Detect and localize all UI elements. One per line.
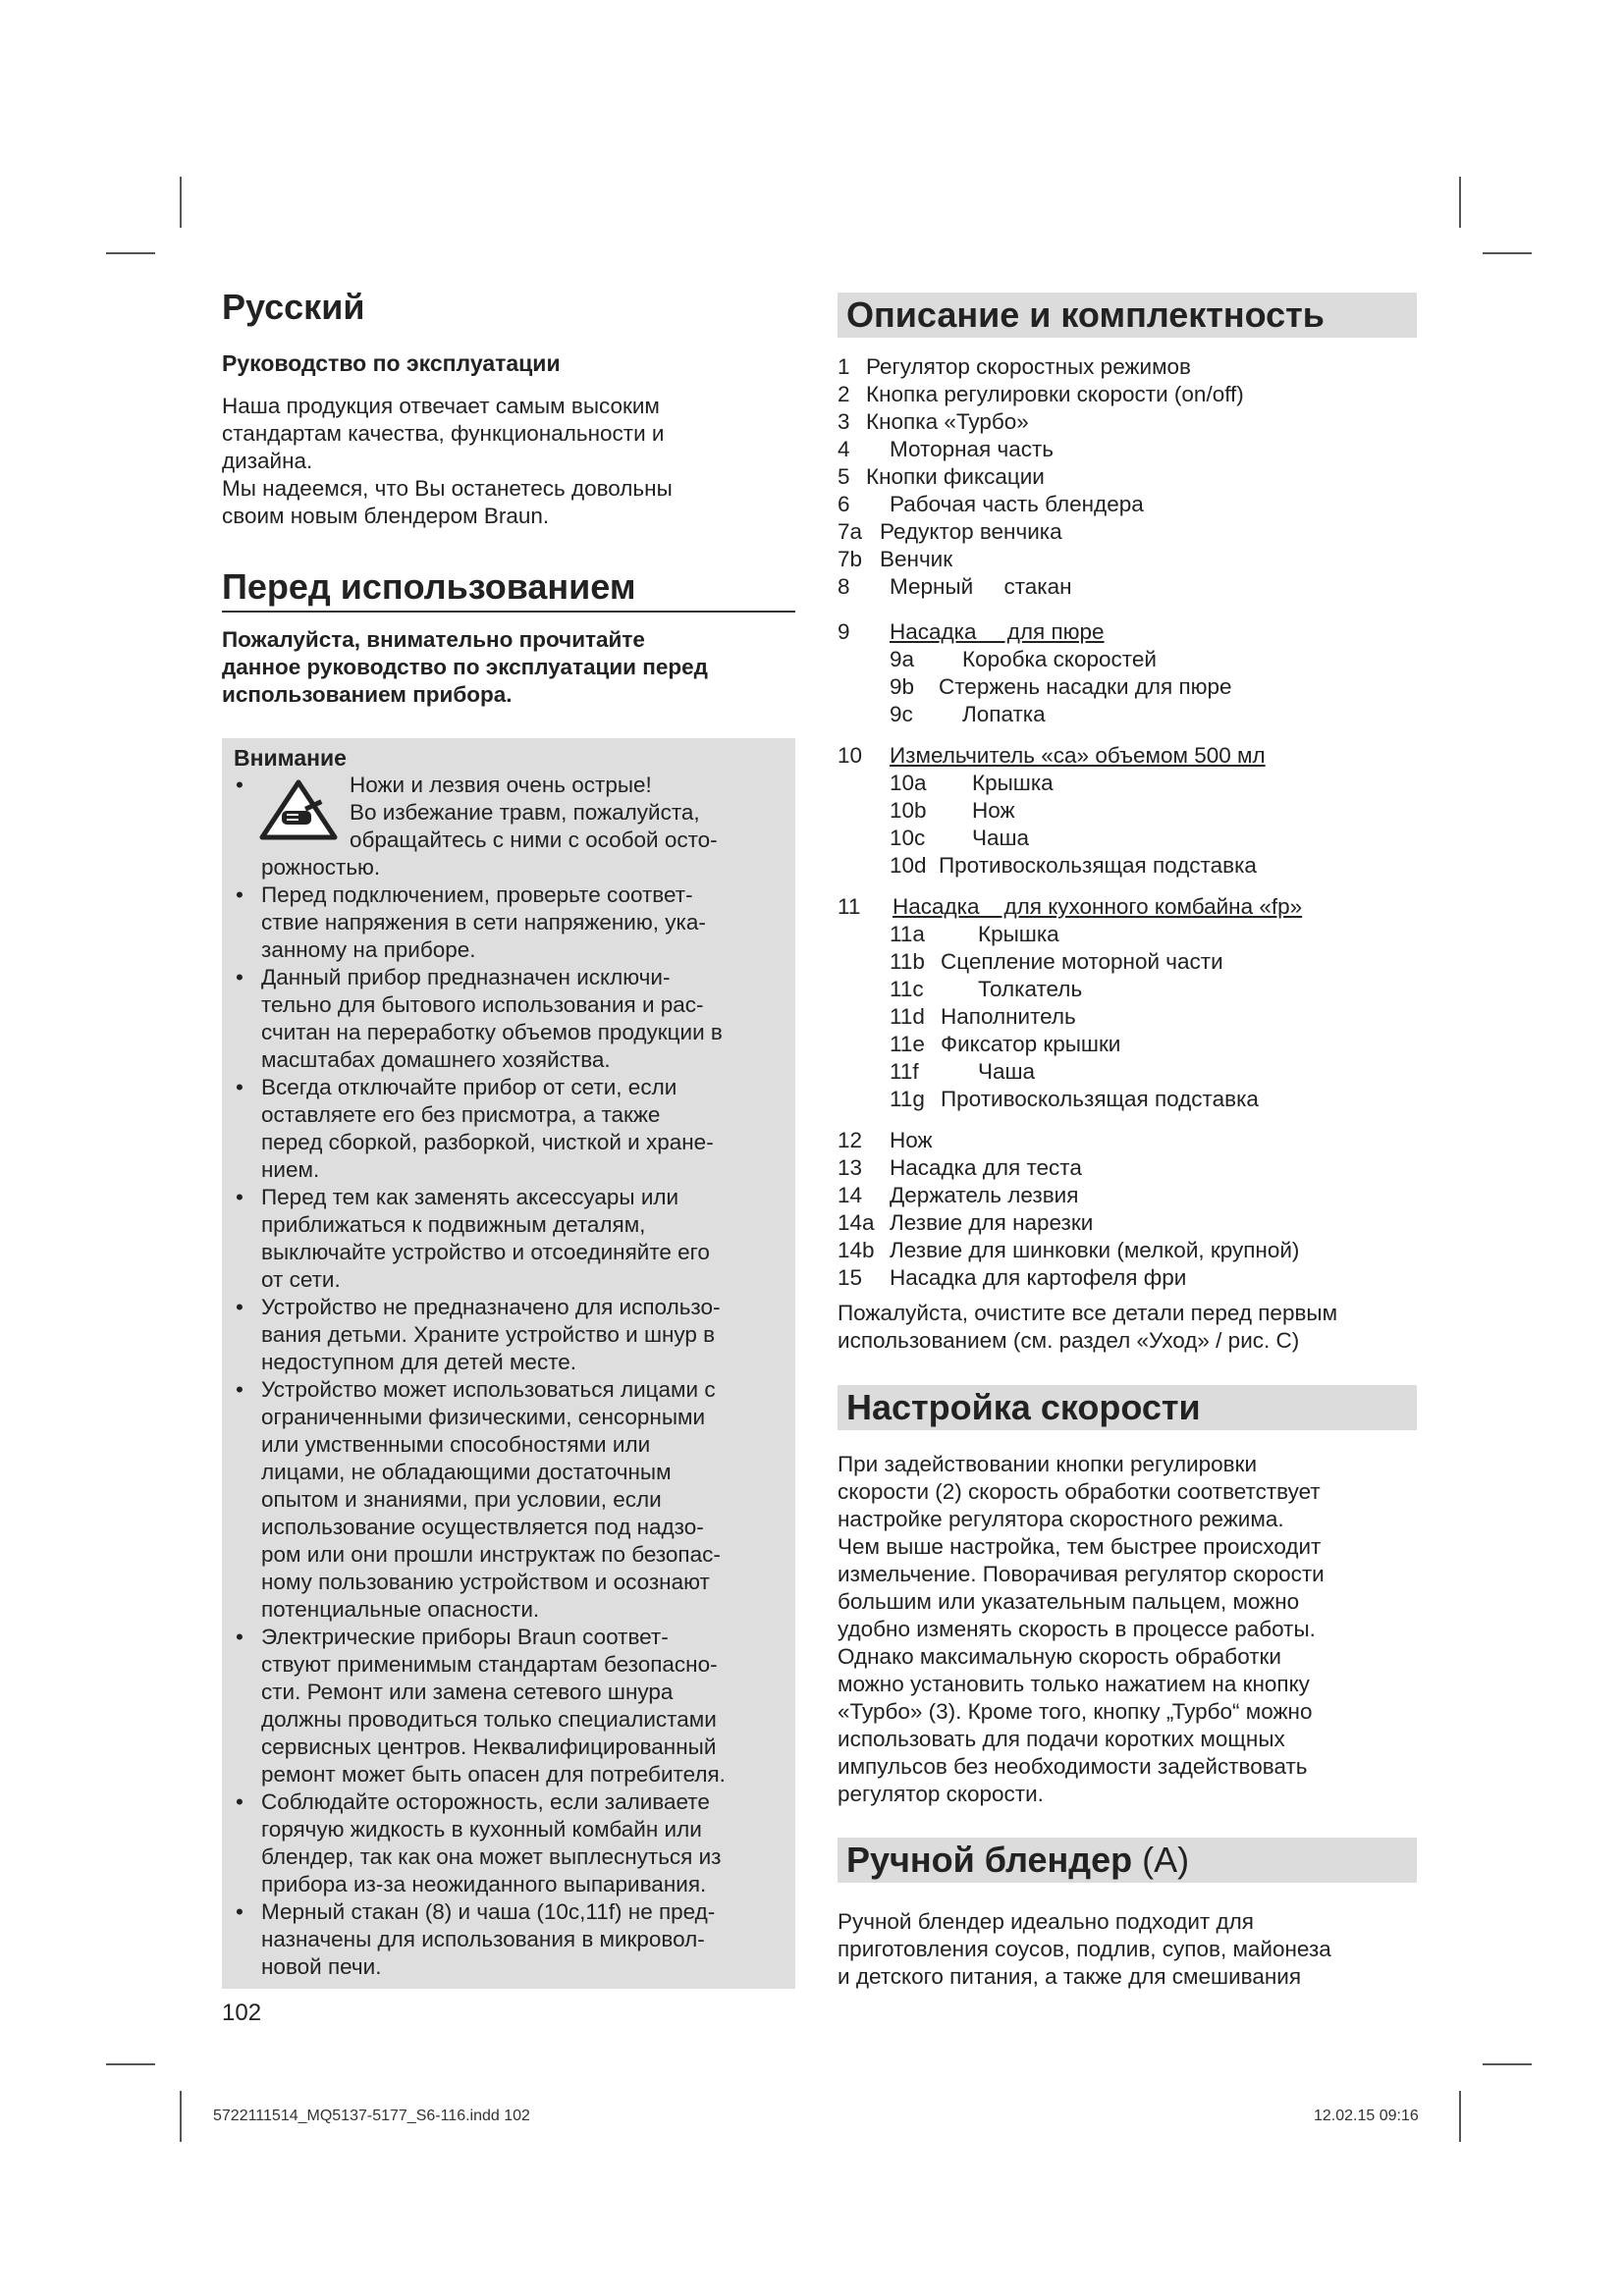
item-number: 11c [890,977,924,1001]
warning-line: потенциальные опасности. [261,1597,540,1622]
warning-title: Внимание [234,745,347,771]
item-label: Кнопка регулировки скорости (on/off) [866,382,1244,406]
warning-line: приближаться к подвижным деталям, [261,1212,646,1237]
warning-line: от сети. [261,1267,341,1292]
text-line: Пожалуйста, очистите все детали перед первым [838,1301,1338,1325]
warning-line: Ножи и лезвия очень острые! [350,773,652,797]
item-label: Редуктор венчика [880,519,1062,544]
page-number: 102 [222,2000,262,2026]
item-number: 11f [890,1059,919,1084]
bullet: • [236,1295,244,1319]
text-line: скорости (2) скорость обработки соответствует [838,1479,1321,1504]
item-number: 7b [838,547,863,571]
item-number: 8 [838,574,850,599]
text-line: Ручной блендер идеально подходит для [838,1909,1254,1934]
item-label: Нож [972,798,1015,823]
text-line: импульсов без необходимости задействовать [838,1754,1308,1779]
item-label: Венчик [880,547,953,571]
text-line: Однако максимальную скорость обработки [838,1644,1281,1669]
item-number: 9a [890,647,915,671]
crop-mark [1483,252,1532,254]
bullet: • [236,1789,244,1814]
item-label: Нож [890,1128,933,1152]
bullet: • [236,965,244,989]
text-line: Наша продукция отвечает самым высоким [222,394,660,418]
warning-line: горячую жидкость в кухонный комбайн или [261,1817,702,1842]
warning-line: ствуют применимым стандартам безопасно- [261,1652,718,1677]
bullet: • [236,1185,244,1209]
warning-line: считан на переработку объемов продукции в [261,1020,723,1044]
item-label: Коробка скоростей [962,647,1157,671]
text-line: использованием (см. раздел «Уход» / рис. C) [838,1328,1300,1353]
crop-mark [1459,2091,1461,2142]
text-line: Пожалуйста, внимательно прочитайте [222,627,645,652]
warning-line: ствие напряжения в сети напряжению, ука- [261,910,706,934]
item-label: Чаша [978,1059,1036,1084]
text-line: приготовления соусов, подлив, супов, майонеза [838,1937,1331,1961]
item-number: 6 [838,492,850,516]
warning-line: Перед подключением, проверьте соответ- [261,882,693,907]
item-number: 10b [890,798,927,823]
item-label: Лезвие для шинковки (мелкой, крупной) [890,1238,1300,1262]
crop-mark [106,2063,155,2065]
item-label: Моторная часть [890,437,1054,461]
before-use-note [222,626,708,709]
warning-line: Мерный стакан (8) и чаша (10c,11f) не пред- [261,1899,716,1924]
warning-line: должны проводиться только специалистами [261,1707,717,1732]
subtitle: Руководство по эксплуатации [222,350,561,376]
item-number: 15 [838,1265,863,1290]
warning-line: ограниченными физическими, сенсорными [261,1405,706,1429]
speed-text [838,1451,1325,1808]
bullet: • [236,1075,244,1099]
bullet: • [236,773,244,797]
item-label: Кнопка «Турбо» [866,409,1029,434]
text-line: Чем выше настройка, тем быстрее происходит [838,1534,1322,1559]
text-line: и детского питания, а также для смешивания [838,1964,1302,1989]
warning-line: выключайте устройство и отсоединяйте его [261,1240,710,1264]
item-number: 3 [838,409,850,434]
hand-cut-warning-icon [259,779,338,840]
warning-line: Соблюдайте осторожность, если заливаете [261,1789,710,1814]
item-label: Держатель лезвия [890,1183,1079,1207]
item-label: Наполнитель [941,1004,1076,1029]
text-line: стандартам качества, функциональности и [222,421,665,446]
warning-line: Во избежание травм, пожалуйста, [350,800,700,825]
item-label: Лезвие для нарезки [890,1210,1094,1235]
warning-line: ром или они прошли инструктаж по безопас- [261,1542,721,1567]
text-line: Мы надеемся, что Вы останетесь довольны [222,476,673,501]
warning-line: масштабах домашнего хозяйства. [261,1047,611,1072]
title-underline [222,611,795,613]
item-number: 7a [838,519,863,544]
item-number: 10 [838,743,863,768]
intro-text [222,393,673,530]
bullet: • [236,1899,244,1924]
item-label: Стержень насадки для пюре [939,674,1232,699]
blender-title-text: Ручной блендер [846,1840,1133,1880]
text-line: «Турбо» (3). Кроме того, кнопку „Турбо“ можно [838,1699,1313,1724]
text-line: использовать для подачи коротких мощных [838,1727,1285,1751]
item-number: 9c [890,702,913,726]
text-line: своим новым блендером Braun. [222,504,550,528]
item-label: Насадка для кухонного комбайна «fp» [893,894,1303,919]
warning-line: опытом и знаниями, при условии, если [261,1487,662,1512]
warning-line: Электрические приборы Braun соответ- [261,1625,669,1649]
warning-line: сти. Ремонт или замена сетевого шнура [261,1680,674,1704]
text-line: дизайна. [222,449,313,473]
crop-mark [1459,177,1461,228]
warning-line: Данный прибор предназначен исключи- [261,965,671,989]
item-label: Противоскользящая подставка [941,1087,1259,1111]
crop-mark [1483,2063,1532,2065]
warning-line: новой печи. [261,1954,382,1979]
item-number: 9 [838,619,850,644]
item-number: 11e [890,1032,925,1056]
item-number: 9b [890,674,915,699]
item-number: 10a [890,771,927,795]
warning-line: Перед тем как заменять аксессуары или [261,1185,679,1209]
text-line: При задействовании кнопки регулировки [838,1452,1258,1476]
item-label: Противоскользящая подставка [939,853,1257,878]
warning-line: использование осуществляется под надзо- [261,1515,704,1539]
warning-line: оставляете его без присмотра, а также [261,1102,661,1127]
item-label: Насадка для теста [890,1155,1082,1180]
item-number: 11a [890,922,925,946]
item-number: 10c [890,826,926,850]
text-line: регулятор скорости. [838,1782,1044,1806]
warning-line: Всегда отключайте прибор от сети, если [261,1075,677,1099]
item-label: Толкатель [978,977,1083,1001]
item-number: 11 [838,894,861,919]
warning-line: вания детьми. Храните устройство и шнур в [261,1322,716,1347]
warning-line: Устройство не предназначено для использо- [261,1295,721,1319]
page-title: Русский [222,287,365,327]
item-number: 10d [890,853,927,878]
blender-text [838,1908,1331,1991]
blender-title [846,1839,1189,1882]
warning-line: сервисных центров. Неквалифицированный [261,1735,717,1759]
item-label: Насадка для картофеля фри [890,1265,1187,1290]
bullet: • [236,1377,244,1402]
bullet: • [236,882,244,907]
warning-line: Устройство может использоваться лицами с [261,1377,716,1402]
item-label: Кнопки фиксации [866,464,1045,489]
item-number: 11b [890,949,925,974]
warning-line: ремонт может быть опасен для потребителя. [261,1762,726,1787]
before-use-title: Перед использованием [222,566,636,607]
item-number: 14b [838,1238,875,1262]
warning-line: обращайтесь с ними с особой осто- [350,828,718,852]
warning-line: лицами, не обладающими достаточным [261,1460,672,1484]
warning-line: тельно для бытового использования и рас- [261,992,704,1017]
warning-line: ному пользованию устройством и осознают [261,1570,710,1594]
warning-line: или умственными способностями или [261,1432,651,1457]
warning-line: нием. [261,1157,320,1182]
crop-mark [180,2091,182,2142]
item-label: Лопатка [962,702,1046,726]
warning-line: блендер, так как она может выплеснуться из [261,1844,722,1869]
item-number: 13 [838,1155,863,1180]
warning-line: перед сборкой, разборкой, чисткой и хране- [261,1130,714,1154]
item-label: Мерный стакан [890,574,1072,599]
item-number: 12 [838,1128,863,1152]
text-line: можно установить только нажатием на кнопку [838,1672,1310,1696]
footer-date: 12.02.15 09:16 [1314,2108,1419,2124]
item-number: 2 [838,382,850,406]
item-number: 1 [838,354,850,379]
speed-title: Настройка скорости [846,1387,1201,1427]
item-number: 11g [890,1087,925,1111]
warning-line: недоступном для детей месте. [261,1350,577,1374]
item-label: Измельчитель «ca» объемом 500 мл [890,743,1266,768]
footer-file: 5722111514_MQ5137-5177_S6-116.indd 102 [213,2108,530,2124]
text-line: измельчение. Поворачивая регулятор скорости [838,1562,1325,1586]
warning-line: занному на приборе. [261,937,476,962]
item-label: Крышка [972,771,1054,795]
warning-line: назначены для использования в микровол- [261,1927,705,1951]
text-line: использованием прибора. [222,682,513,707]
item-label: Чаша [972,826,1030,850]
text-line: настройке регулятора скоростного режима. [838,1507,1284,1531]
item-label: Сцепление моторной части [941,949,1223,974]
blender-title-suffix: (A) [1132,1840,1190,1880]
item-number: 5 [838,464,850,489]
crop-mark [106,252,155,254]
item-label: Регулятор скоростных режимов [866,354,1192,379]
warning-line: прибора из-за неожиданного выпаривания. [261,1872,707,1896]
text-line: данное руководство по эксплуатации перед [222,655,708,679]
item-label: Крышка [978,922,1059,946]
item-number: 14a [838,1210,875,1235]
item-label: Фиксатор крышки [941,1032,1121,1056]
item-number: 11d [890,1004,925,1029]
item-number: 14 [838,1183,863,1207]
item-label: Насадка для пюре [890,619,1105,644]
text-line: удобно изменять скорость в процессе работы. [838,1617,1316,1641]
item-label: Рабочая часть блендера [890,492,1144,516]
warning-line: рожностью. [261,855,381,880]
item-number: 4 [838,437,850,461]
clean-note [838,1300,1337,1355]
crop-mark [180,177,182,228]
description-title: Описание и комплектность [846,294,1325,335]
bullet: • [236,1625,244,1649]
text-line: большим или указательным пальцем, можно [838,1589,1300,1614]
